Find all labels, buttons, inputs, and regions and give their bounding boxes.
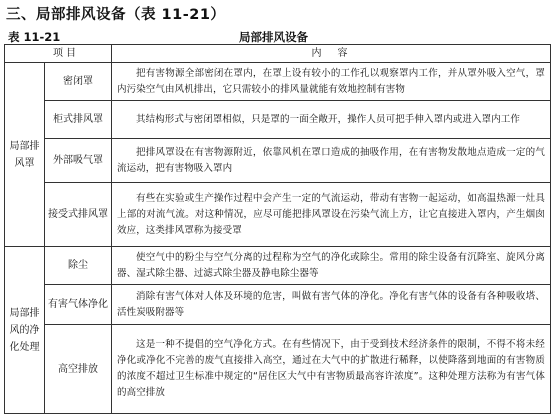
item-content: 把排风罩设在有害物源附近，依靠风机在罩口造成的抽吸作用，在有害物发散地点造成一定的气流运动，把有害物吸入罩内 xyxy=(112,139,551,183)
exhaust-equipment-table xyxy=(4,44,551,414)
item-content: 有些在实验或生产操作过程中会产生一定的气流运动，带动有害物一起运动，如高温热源一灶具上部的对流气流。对这种情况，应尽可能把排风罩设在污染气流上方，让它直接进入罩内，产生烟囱效应，这类排风罩称为接受罩 xyxy=(112,183,551,247)
item-name: 高空排放 xyxy=(45,325,112,414)
table-title: 局部排风设备 xyxy=(239,30,308,44)
item-name: 除尘 xyxy=(45,247,112,285)
item-name: 有害气体净化 xyxy=(45,285,112,325)
section-title: 三、局部排风设备（表 11-21） xyxy=(6,7,226,23)
table-row xyxy=(5,63,551,101)
table-row xyxy=(5,183,551,247)
table-row xyxy=(5,139,551,183)
item-content: 这是一种不提倡的空气净化方式。在有些情况下，由于受到技术经济条件的限制，不得不将未经净化或净化不完善的废气直接排入高空，通过在大气中的扩散进行稀释，以使降落到地面的有害物质的浓度不超过卫生标准中规定的“居住区大气中有害物质最高容许浓度”。这种处理方法称为有害气体的高空排放 xyxy=(112,325,551,414)
table-number: 表 11-21 xyxy=(8,30,61,44)
item-name: 密闭罩 xyxy=(45,63,112,101)
category-purification: 局部排风的净化处理 xyxy=(5,247,45,414)
item-name: 柜式排风罩 xyxy=(45,101,112,139)
table-header-row xyxy=(5,45,551,63)
table-row xyxy=(5,101,551,139)
item-content: 把有害物源全部密闭在罩内，在罩上设有较小的工作孔以观察罩内工作，并从罩外吸入空气，罩内污染空气由风机排出，它只需较小的排风量就能有效地控制有害物 xyxy=(112,63,551,101)
item-name: 外部吸气罩 xyxy=(45,139,112,183)
table-row xyxy=(5,247,551,285)
item-content: 消除有害气体对人体及环境的危害，叫做有害气体的净化。净化有害气体的设备有各种吸收塔、活性炭吸附器等 xyxy=(112,285,551,325)
table-container xyxy=(4,44,550,413)
header-content: 内 容 xyxy=(112,45,551,63)
item-content: 使空气中的粉尘与空气分离的过程称为空气的净化或除尘。常用的除尘设备有沉降室、旋风分离器、湿式除尘器、过滤式除尘器及静电除尘器等 xyxy=(112,247,551,285)
category-local-hood: 局部排风罩 xyxy=(5,63,45,247)
item-content: 其结构形式与密闭罩相似，只是罩的一面全敞开，操作人员可把手伸入罩内或进入罩内工作 xyxy=(112,101,551,139)
table-row xyxy=(5,285,551,325)
table-row xyxy=(5,325,551,414)
item-name: 接受式排风罩 xyxy=(45,183,112,247)
header-item: 项目 xyxy=(5,45,112,63)
